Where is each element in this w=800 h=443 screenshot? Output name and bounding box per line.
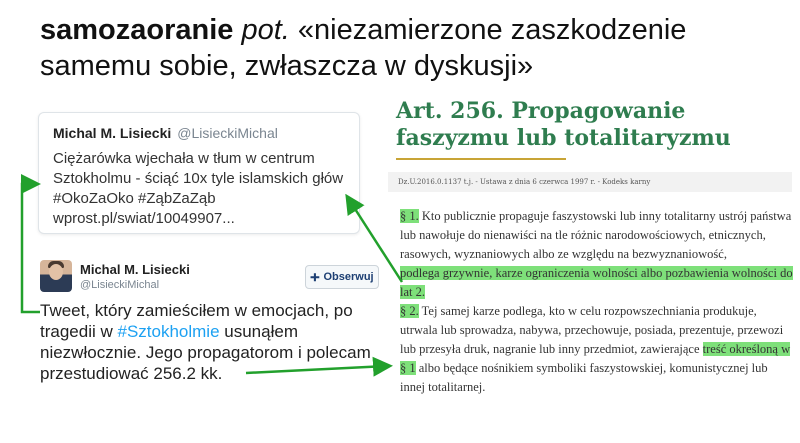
follow-button-label: Obserwuj [323, 271, 374, 283]
paragraph-2-end: albo będące nośnikiem symboliki faszystowskiej, komunistycznej lub innej totalitarnej. [400, 361, 768, 394]
article-source: Dz.U.2016.0.1137 t.j. - Ustawa z dnia 6 czerwca 1997 r. - Kodeks karny [388, 172, 792, 192]
tweet-author-handle[interactable]: @LisieckiMichal [177, 125, 278, 141]
article-body [400, 207, 795, 397]
paragraph-1-mark: § 1. [400, 209, 419, 223]
definition-header [40, 12, 780, 84]
paragraph-2-mark: § 2. [400, 304, 419, 318]
tweet2-text-start: Tweet, który zamieściłem w emocjach, po tragedii w [40, 301, 353, 341]
tweet2-text-end: usunąłem niezwłocznie. Jego propagatorom i polecam przestudiować 256.2 kk. [40, 322, 371, 383]
title-underline [396, 158, 566, 160]
person-plus-icon: ➕︎ [310, 269, 320, 284]
avatar-face [49, 264, 63, 280]
tweet-author [53, 125, 278, 141]
paragraph-2-highlight: treść określoną w § 1 [400, 342, 791, 375]
hashtag-link[interactable]: #Sztokholmie [117, 322, 220, 341]
tweet2-author-handle[interactable]: @LisieckiMichal [80, 279, 160, 291]
tweet2-author-name[interactable]: Michal M. Lisiecki [80, 262, 190, 277]
paragraph-1-text: Kto publicznie propaguje faszystowski lub inny totalitarny ustrój państwa lub nawołuje do nienawiści na tle różnic narodowościowych, etnicznych, rasowych, wyznaniowych albo ze względu na bezwyznaniowość, [400, 209, 792, 261]
tweet-author-name: Michal M. Lisiecki [53, 125, 172, 141]
avatar[interactable] [40, 260, 72, 292]
original-tweet-card[interactable] [38, 112, 360, 234]
term: samozaoranie [40, 14, 234, 46]
tweet-text: Ciężarówka wjechała w tłum w centrum Sztokholmu - ściąć 10x tyle islamskich głów #OkoZaOko #ZąbZaZąb wprost.pl/swiat/10049907... [53, 150, 344, 227]
paragraph-2-text: Tej samej karze podlega, kto w celu rozpowszechniania produkuje, utrwala lub sprowadza, nabywa, przechowuje, posiada, prezentuje, przewozi lub przesyła druk, nagranie lub inny przedmiot, zawierające [400, 304, 784, 356]
term-abbrev: pot. [241, 14, 290, 46]
term-definition: «niezamierzone zaszkodzenie samemu sobie, zwłaszcza w dyskusji» [40, 14, 687, 82]
article-title: Art. 256. Propagowanie faszyzmu lub totalitaryzmu [396, 98, 731, 151]
follow-button[interactable] [305, 265, 379, 289]
paragraph-1-penalty: podlega grzywnie, karze ograniczenia wolności albo pozbawienia wolności do lat 2. [400, 266, 793, 299]
tweet2-text [40, 300, 380, 384]
